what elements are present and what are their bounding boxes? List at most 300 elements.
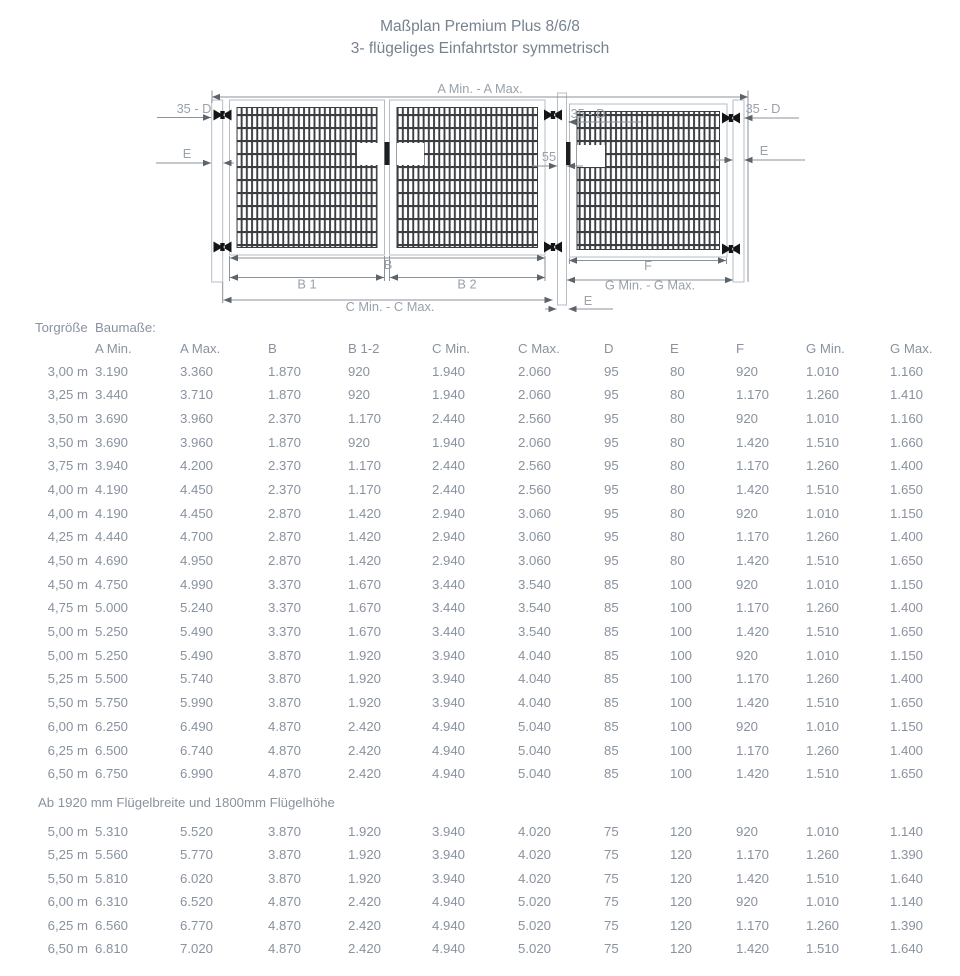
- cell-dimension: 3.060: [518, 529, 552, 545]
- column-header: G Min.: [806, 341, 845, 356]
- cell-dimension: 95: [604, 363, 619, 379]
- cell-dimension: 1.920: [348, 695, 382, 711]
- dim-label-b: B: [383, 257, 393, 272]
- cell-dimension: 80: [670, 505, 685, 521]
- cell-dimension: 920: [348, 363, 371, 379]
- dim-label-b1: B 1: [297, 276, 317, 292]
- cell-dimension: 1.260: [806, 742, 840, 758]
- cell-dimension: 1.160: [890, 363, 924, 379]
- hinge-icon: [544, 110, 562, 121]
- cell-dimension: 5.560: [95, 847, 129, 862]
- cell-dimension: 1.920: [348, 870, 382, 886]
- dim-label-d-left: 35 - D: [176, 101, 212, 116]
- cell-dimension: 95: [604, 529, 619, 545]
- page-title: Maßplan Premium Plus 8/6/8: [380, 18, 580, 35]
- cell-dimension: 80: [670, 553, 685, 568]
- cell-dimension: 1.650: [890, 481, 924, 497]
- cell-dimension: 6.750: [95, 766, 129, 782]
- cell-dimension: 95: [604, 410, 619, 426]
- cell-dimension: 4.870: [268, 718, 302, 734]
- cell-dimension: 6.020: [180, 870, 214, 886]
- cell-gate-size: 5,50 m: [47, 870, 88, 886]
- cell-dimension: 3.690: [95, 410, 129, 426]
- cell-dimension: 5.770: [180, 847, 214, 862]
- cell-dimension: 4.040: [518, 647, 552, 663]
- dim-label-d-mid: 35 - D: [570, 106, 606, 121]
- cell-dimension: 3.440: [95, 387, 129, 403]
- gate-diagram: [0, 70, 960, 320]
- cell-dimension: 1.170: [736, 387, 770, 403]
- cell-dimension: 1.420: [736, 624, 770, 640]
- cell-dimension: 3.440: [432, 624, 466, 640]
- cell-dimension: 1.510: [806, 870, 840, 886]
- cell-dimension: 1.170: [736, 917, 770, 933]
- cell-dimension: 100: [670, 695, 693, 711]
- cell-dimension: 1.510: [806, 434, 840, 450]
- cell-dimension: 1.920: [348, 647, 382, 663]
- section-note: Ab 1920 mm Flügelbreite und 1800mm Flügelhöhe: [38, 795, 335, 810]
- dim-label-e-bottom: E: [583, 293, 593, 308]
- cell-dimension: 5.310: [95, 823, 129, 839]
- cell-dimension: 100: [670, 742, 693, 758]
- dim-label-g-span: G Min. - G Max.: [604, 277, 696, 293]
- cell-dimension: 2.440: [432, 410, 466, 426]
- cell-dimension: 2.060: [518, 387, 552, 403]
- cell-dimension: 1.420: [348, 505, 382, 521]
- cell-dimension: 5.020: [518, 917, 552, 933]
- cell-dimension: 120: [670, 870, 693, 886]
- cell-dimension: 1.670: [348, 576, 382, 592]
- hinge-icon: [722, 244, 740, 255]
- column-header: D: [604, 341, 614, 356]
- cell-dimension: 2.560: [518, 458, 552, 474]
- lock-notch: [357, 143, 378, 165]
- column-header: A Max.: [180, 341, 221, 356]
- cell-gate-size: 5,50 m: [47, 695, 88, 711]
- cell-dimension: 1.420: [348, 529, 382, 545]
- cell-dimension: 3.940: [432, 647, 466, 663]
- hinge-icon: [214, 242, 232, 253]
- gate-post-left: [212, 100, 223, 282]
- cell-dimension: 2.370: [268, 410, 302, 426]
- cell-dimension: 3.940: [95, 458, 129, 474]
- table-header-group-row: [0, 317, 960, 339]
- hinge-icon: [214, 110, 232, 121]
- cell-dimension: 2.420: [348, 766, 382, 782]
- table-row: [0, 644, 960, 668]
- table-row: [0, 715, 960, 739]
- cell-gate-size: 5,00 m: [47, 647, 88, 663]
- cell-dimension: 1.410: [890, 387, 924, 403]
- cell-dimension: 1.010: [806, 894, 840, 909]
- cell-dimension: 2.870: [268, 553, 302, 568]
- cell-gate-size: 4,50 m: [47, 553, 88, 568]
- column-header-torgroesse: Torgröße: [35, 320, 88, 335]
- cell-dimension: 3.370: [268, 624, 302, 640]
- cell-dimension: 1.260: [806, 387, 840, 403]
- cell-dimension: 2.560: [518, 410, 552, 426]
- cell-dimension: 5.240: [180, 600, 214, 616]
- table-row: [0, 549, 960, 573]
- cell-dimension: 2.420: [348, 742, 382, 758]
- cell-dimension: 120: [670, 894, 693, 909]
- cell-dimension: 1.640: [890, 941, 924, 956]
- cell-dimension: 1.650: [890, 695, 924, 711]
- table-row: [0, 407, 960, 431]
- gate-leaf-mesh: [397, 108, 538, 248]
- cell-dimension: 2.420: [348, 718, 382, 734]
- cell-dimension: 120: [670, 847, 693, 862]
- cell-dimension: 4.870: [268, 941, 302, 956]
- cell-dimension: 1.420: [736, 870, 770, 886]
- table-row: [0, 360, 960, 384]
- cell-dimension: 5.520: [180, 823, 214, 839]
- cell-dimension: 120: [670, 823, 693, 839]
- cell-dimension: 3.370: [268, 600, 302, 616]
- cell-dimension: 1.170: [736, 458, 770, 474]
- cell-dimension: 75: [604, 894, 619, 909]
- cell-dimension: 80: [670, 458, 685, 474]
- cell-gate-size: 3,50 m: [47, 434, 88, 450]
- cell-dimension: 3.870: [268, 695, 302, 711]
- cell-dimension: 85: [604, 742, 619, 758]
- cell-dimension: 1.160: [890, 410, 924, 426]
- cell-gate-size: 4,00 m: [47, 505, 88, 521]
- table-section-large-leaf: [0, 820, 960, 961]
- cell-dimension: 4.190: [95, 481, 129, 497]
- cell-dimension: 4.190: [95, 505, 129, 521]
- cell-gate-size: 4,00 m: [47, 481, 88, 497]
- cell-gate-size: 5,25 m: [47, 671, 88, 687]
- table-row: [0, 867, 960, 891]
- cell-dimension: 3.870: [268, 870, 302, 886]
- cell-dimension: 1.390: [890, 917, 924, 933]
- cell-dimension: 1.510: [806, 481, 840, 497]
- cell-dimension: 1.260: [806, 600, 840, 616]
- cell-dimension: 7.020: [180, 941, 214, 956]
- cell-dimension: 4.700: [180, 529, 214, 545]
- cell-gate-size: 6,50 m: [47, 766, 88, 782]
- cell-dimension: 3.960: [180, 410, 214, 426]
- lock-notch: [577, 145, 605, 167]
- cell-dimension: 920: [348, 387, 371, 403]
- latch-icon: [385, 142, 390, 165]
- cell-dimension: 4.040: [518, 695, 552, 711]
- cell-dimension: 2.060: [518, 434, 552, 450]
- cell-dimension: 4.040: [518, 671, 552, 687]
- cell-dimension: 6.770: [180, 917, 214, 933]
- cell-dimension: 4.940: [432, 917, 466, 933]
- cell-dimension: 85: [604, 718, 619, 734]
- column-header: C Min.: [432, 341, 471, 356]
- gate-post-right: [733, 100, 744, 282]
- cell-dimension: 3.540: [518, 576, 552, 592]
- cell-dimension: 1.150: [890, 505, 924, 521]
- cell-dimension: 4.870: [268, 917, 302, 933]
- cell-dimension: 3.870: [268, 671, 302, 687]
- cell-dimension: 85: [604, 766, 619, 782]
- table-row: [0, 937, 960, 961]
- cell-dimension: 3.360: [180, 363, 214, 379]
- cell-dimension: 3.870: [268, 647, 302, 663]
- cell-dimension: 2.060: [518, 363, 552, 379]
- table-row: [0, 914, 960, 938]
- cell-dimension: 5.000: [95, 600, 129, 616]
- cell-dimension: 2.370: [268, 458, 302, 474]
- cell-dimension: 1.140: [890, 894, 924, 909]
- cell-dimension: 75: [604, 870, 619, 886]
- cell-dimension: 1.390: [890, 847, 924, 862]
- lock-notch: [397, 143, 424, 165]
- cell-dimension: 4.990: [180, 576, 214, 592]
- cell-dimension: 3.060: [518, 505, 552, 521]
- cell-dimension: 4.690: [95, 553, 129, 568]
- cell-dimension: 1.510: [806, 766, 840, 782]
- cell-dimension: 1.650: [890, 624, 924, 640]
- cell-dimension: 1.400: [890, 671, 924, 687]
- cell-dimension: 4.870: [268, 766, 302, 782]
- cell-dimension: 5.750: [95, 695, 129, 711]
- table-header-row: [0, 337, 960, 360]
- cell-dimension: 100: [670, 624, 693, 640]
- cell-dimension: 80: [670, 481, 685, 497]
- cell-dimension: 2.370: [268, 481, 302, 497]
- cell-dimension: 3.870: [268, 823, 302, 839]
- cell-dimension: 1.650: [890, 766, 924, 782]
- latch-icon: [566, 142, 571, 165]
- cell-dimension: 1.420: [736, 434, 770, 450]
- cell-dimension: 1.010: [806, 647, 840, 663]
- table-row: [0, 739, 960, 763]
- cell-dimension: 1.920: [348, 823, 382, 839]
- table-row: [0, 431, 960, 455]
- column-header-baumasse: Baumaße:: [95, 320, 156, 335]
- cell-dimension: 3.870: [268, 847, 302, 862]
- cell-dimension: 1.170: [736, 529, 770, 545]
- cell-dimension: 2.420: [348, 917, 382, 933]
- cell-dimension: 75: [604, 847, 619, 862]
- cell-dimension: 1.010: [806, 576, 840, 592]
- table-row: [0, 843, 960, 867]
- gate-post-middle: [558, 93, 567, 305]
- cell-dimension: 4.750: [95, 576, 129, 592]
- table-section-standard: [0, 360, 960, 786]
- cell-dimension: 100: [670, 600, 693, 616]
- cell-dimension: 80: [670, 410, 685, 426]
- hinge-icon: [544, 242, 562, 253]
- cell-dimension: 95: [604, 553, 619, 568]
- cell-gate-size: 6,00 m: [47, 718, 88, 734]
- cell-dimension: 1.170: [348, 458, 382, 474]
- cell-dimension: 120: [670, 917, 693, 933]
- cell-dimension: 2.870: [268, 529, 302, 545]
- cell-dimension: 920: [736, 718, 759, 734]
- table-row: [0, 890, 960, 914]
- table-row: [0, 620, 960, 644]
- cell-dimension: 95: [604, 458, 619, 474]
- cell-dimension: 85: [604, 600, 619, 616]
- cell-dimension: 4.020: [518, 870, 552, 886]
- cell-dimension: 1.150: [890, 576, 924, 592]
- cell-dimension: 3.370: [268, 576, 302, 592]
- table-row: [0, 478, 960, 502]
- cell-dimension: 2.420: [348, 894, 382, 909]
- cell-dimension: 95: [604, 481, 619, 497]
- cell-dimension: 4.020: [518, 847, 552, 862]
- cell-dimension: 920: [348, 434, 371, 450]
- cell-dimension: 6.810: [95, 941, 129, 956]
- hinge-icon: [722, 113, 740, 124]
- cell-dimension: 6.310: [95, 894, 129, 909]
- cell-gate-size: 4,50 m: [47, 576, 88, 592]
- cell-dimension: 75: [604, 941, 619, 956]
- cell-dimension: 85: [604, 671, 619, 687]
- cell-dimension: 2.940: [432, 553, 466, 568]
- cell-dimension: 2.440: [432, 458, 466, 474]
- cell-gate-size: 4,25 m: [47, 529, 88, 545]
- cell-gate-size: 4,75 m: [47, 600, 88, 616]
- cell-dimension: 5.020: [518, 941, 552, 956]
- cell-dimension: 1.510: [806, 624, 840, 640]
- column-header: C Max.: [518, 341, 560, 356]
- cell-dimension: 100: [670, 647, 693, 663]
- cell-gate-size: 3,00 m: [47, 363, 88, 379]
- cell-dimension: 1.670: [348, 600, 382, 616]
- cell-dimension: 85: [604, 624, 619, 640]
- cell-dimension: 5.810: [95, 870, 129, 886]
- cell-dimension: 100: [670, 671, 693, 687]
- cell-dimension: 1.870: [268, 387, 302, 403]
- cell-dimension: 6.740: [180, 742, 214, 758]
- cell-dimension: 1.940: [432, 363, 466, 379]
- cell-dimension: 1.400: [890, 458, 924, 474]
- cell-dimension: 1.400: [890, 742, 924, 758]
- cell-dimension: 1.400: [890, 600, 924, 616]
- page-subtitle: 3- flügeliges Einfahrtstor symmetrisch: [350, 40, 610, 57]
- table-row: [0, 454, 960, 478]
- cell-dimension: 1.150: [890, 647, 924, 663]
- cell-dimension: 2.420: [348, 941, 382, 956]
- cell-dimension: 1.870: [268, 363, 302, 379]
- table-row: [0, 820, 960, 844]
- cell-dimension: 4.450: [180, 505, 214, 521]
- cell-dimension: 1.170: [348, 481, 382, 497]
- table-row: [0, 525, 960, 549]
- cell-dimension: 75: [604, 917, 619, 933]
- cell-dimension: 6.560: [95, 917, 129, 933]
- cell-dimension: 4.940: [432, 941, 466, 956]
- cell-gate-size: 6,25 m: [47, 917, 88, 933]
- cell-dimension: 4.940: [432, 894, 466, 909]
- cell-dimension: 1.140: [890, 823, 924, 839]
- cell-dimension: 4.940: [432, 718, 466, 734]
- cell-dimension: 4.200: [180, 458, 214, 474]
- table-row: [0, 691, 960, 715]
- cell-dimension: 3.690: [95, 434, 129, 450]
- cell-dimension: 920: [736, 823, 759, 839]
- cell-dimension: 920: [736, 410, 759, 426]
- cell-dimension: 1.940: [432, 434, 466, 450]
- cell-dimension: 5.490: [180, 647, 214, 663]
- dim-label-a-span: A Min. - A Max.: [437, 81, 523, 96]
- cell-dimension: 4.020: [518, 823, 552, 839]
- table-row: [0, 502, 960, 526]
- cell-gate-size: 5,25 m: [47, 847, 88, 862]
- cell-dimension: 3.440: [432, 576, 466, 592]
- table-row: [0, 573, 960, 597]
- cell-dimension: 95: [604, 387, 619, 403]
- cell-dimension: 1.660: [890, 434, 924, 450]
- cell-dimension: 1.260: [806, 917, 840, 933]
- cell-dimension: 2.940: [432, 505, 466, 521]
- cell-dimension: 6.490: [180, 718, 214, 734]
- cell-gate-size: 3,75 m: [47, 458, 88, 474]
- cell-dimension: 920: [736, 576, 759, 592]
- cell-dimension: 85: [604, 647, 619, 663]
- table-row: [0, 667, 960, 691]
- cell-gate-size: 3,25 m: [47, 387, 88, 403]
- cell-gate-size: 6,00 m: [47, 894, 88, 909]
- cell-dimension: 4.950: [180, 553, 214, 568]
- cell-dimension: 1.170: [736, 847, 770, 862]
- cell-dimension: 3.060: [518, 553, 552, 568]
- cell-dimension: 920: [736, 505, 759, 521]
- cell-dimension: 1.260: [806, 458, 840, 474]
- cell-dimension: 5.740: [180, 671, 214, 687]
- cell-dimension: 6.520: [180, 894, 214, 909]
- cell-dimension: 2.870: [268, 505, 302, 521]
- column-header: E: [670, 341, 679, 356]
- cell-dimension: 2.440: [432, 481, 466, 497]
- cell-dimension: 1.400: [890, 529, 924, 545]
- cell-dimension: 1.510: [806, 941, 840, 956]
- cell-dimension: 4.940: [432, 742, 466, 758]
- column-header: F: [736, 341, 745, 356]
- cell-dimension: 6.990: [180, 766, 214, 782]
- cell-dimension: 3.710: [180, 387, 214, 403]
- cell-dimension: 5.250: [95, 624, 129, 640]
- cell-dimension: 120: [670, 941, 693, 956]
- cell-dimension: 1.260: [806, 847, 840, 862]
- column-header: G Max.: [890, 341, 933, 356]
- cell-gate-size: 5,00 m: [47, 823, 88, 839]
- dim-label-e-right: E: [759, 143, 769, 158]
- cell-dimension: 3.540: [518, 600, 552, 616]
- dim-label-b2: B 2: [457, 276, 477, 292]
- cell-dimension: 1.010: [806, 363, 840, 379]
- gate-leaves: [230, 100, 728, 257]
- cell-dimension: 5.990: [180, 695, 214, 711]
- cell-dimension: 85: [604, 695, 619, 711]
- cell-dimension: 3.540: [518, 624, 552, 640]
- cell-dimension: 80: [670, 363, 685, 379]
- cell-dimension: 1.510: [806, 695, 840, 711]
- cell-dimension: 3.940: [432, 823, 466, 839]
- cell-dimension: 4.440: [95, 529, 129, 545]
- cell-dimension: 920: [736, 647, 759, 663]
- cell-dimension: 4.450: [180, 481, 214, 497]
- cell-dimension: 1.010: [806, 505, 840, 521]
- cell-dimension: 1.650: [890, 553, 924, 568]
- cell-dimension: 2.940: [432, 529, 466, 545]
- cell-gate-size: 3,50 m: [47, 410, 88, 426]
- cell-dimension: 100: [670, 718, 693, 734]
- gate-leaf-mesh: [577, 112, 720, 250]
- cell-dimension: 95: [604, 434, 619, 450]
- cell-dimension: 4.870: [268, 894, 302, 909]
- cell-dimension: 1.940: [432, 387, 466, 403]
- cell-dimension: 1.170: [736, 671, 770, 687]
